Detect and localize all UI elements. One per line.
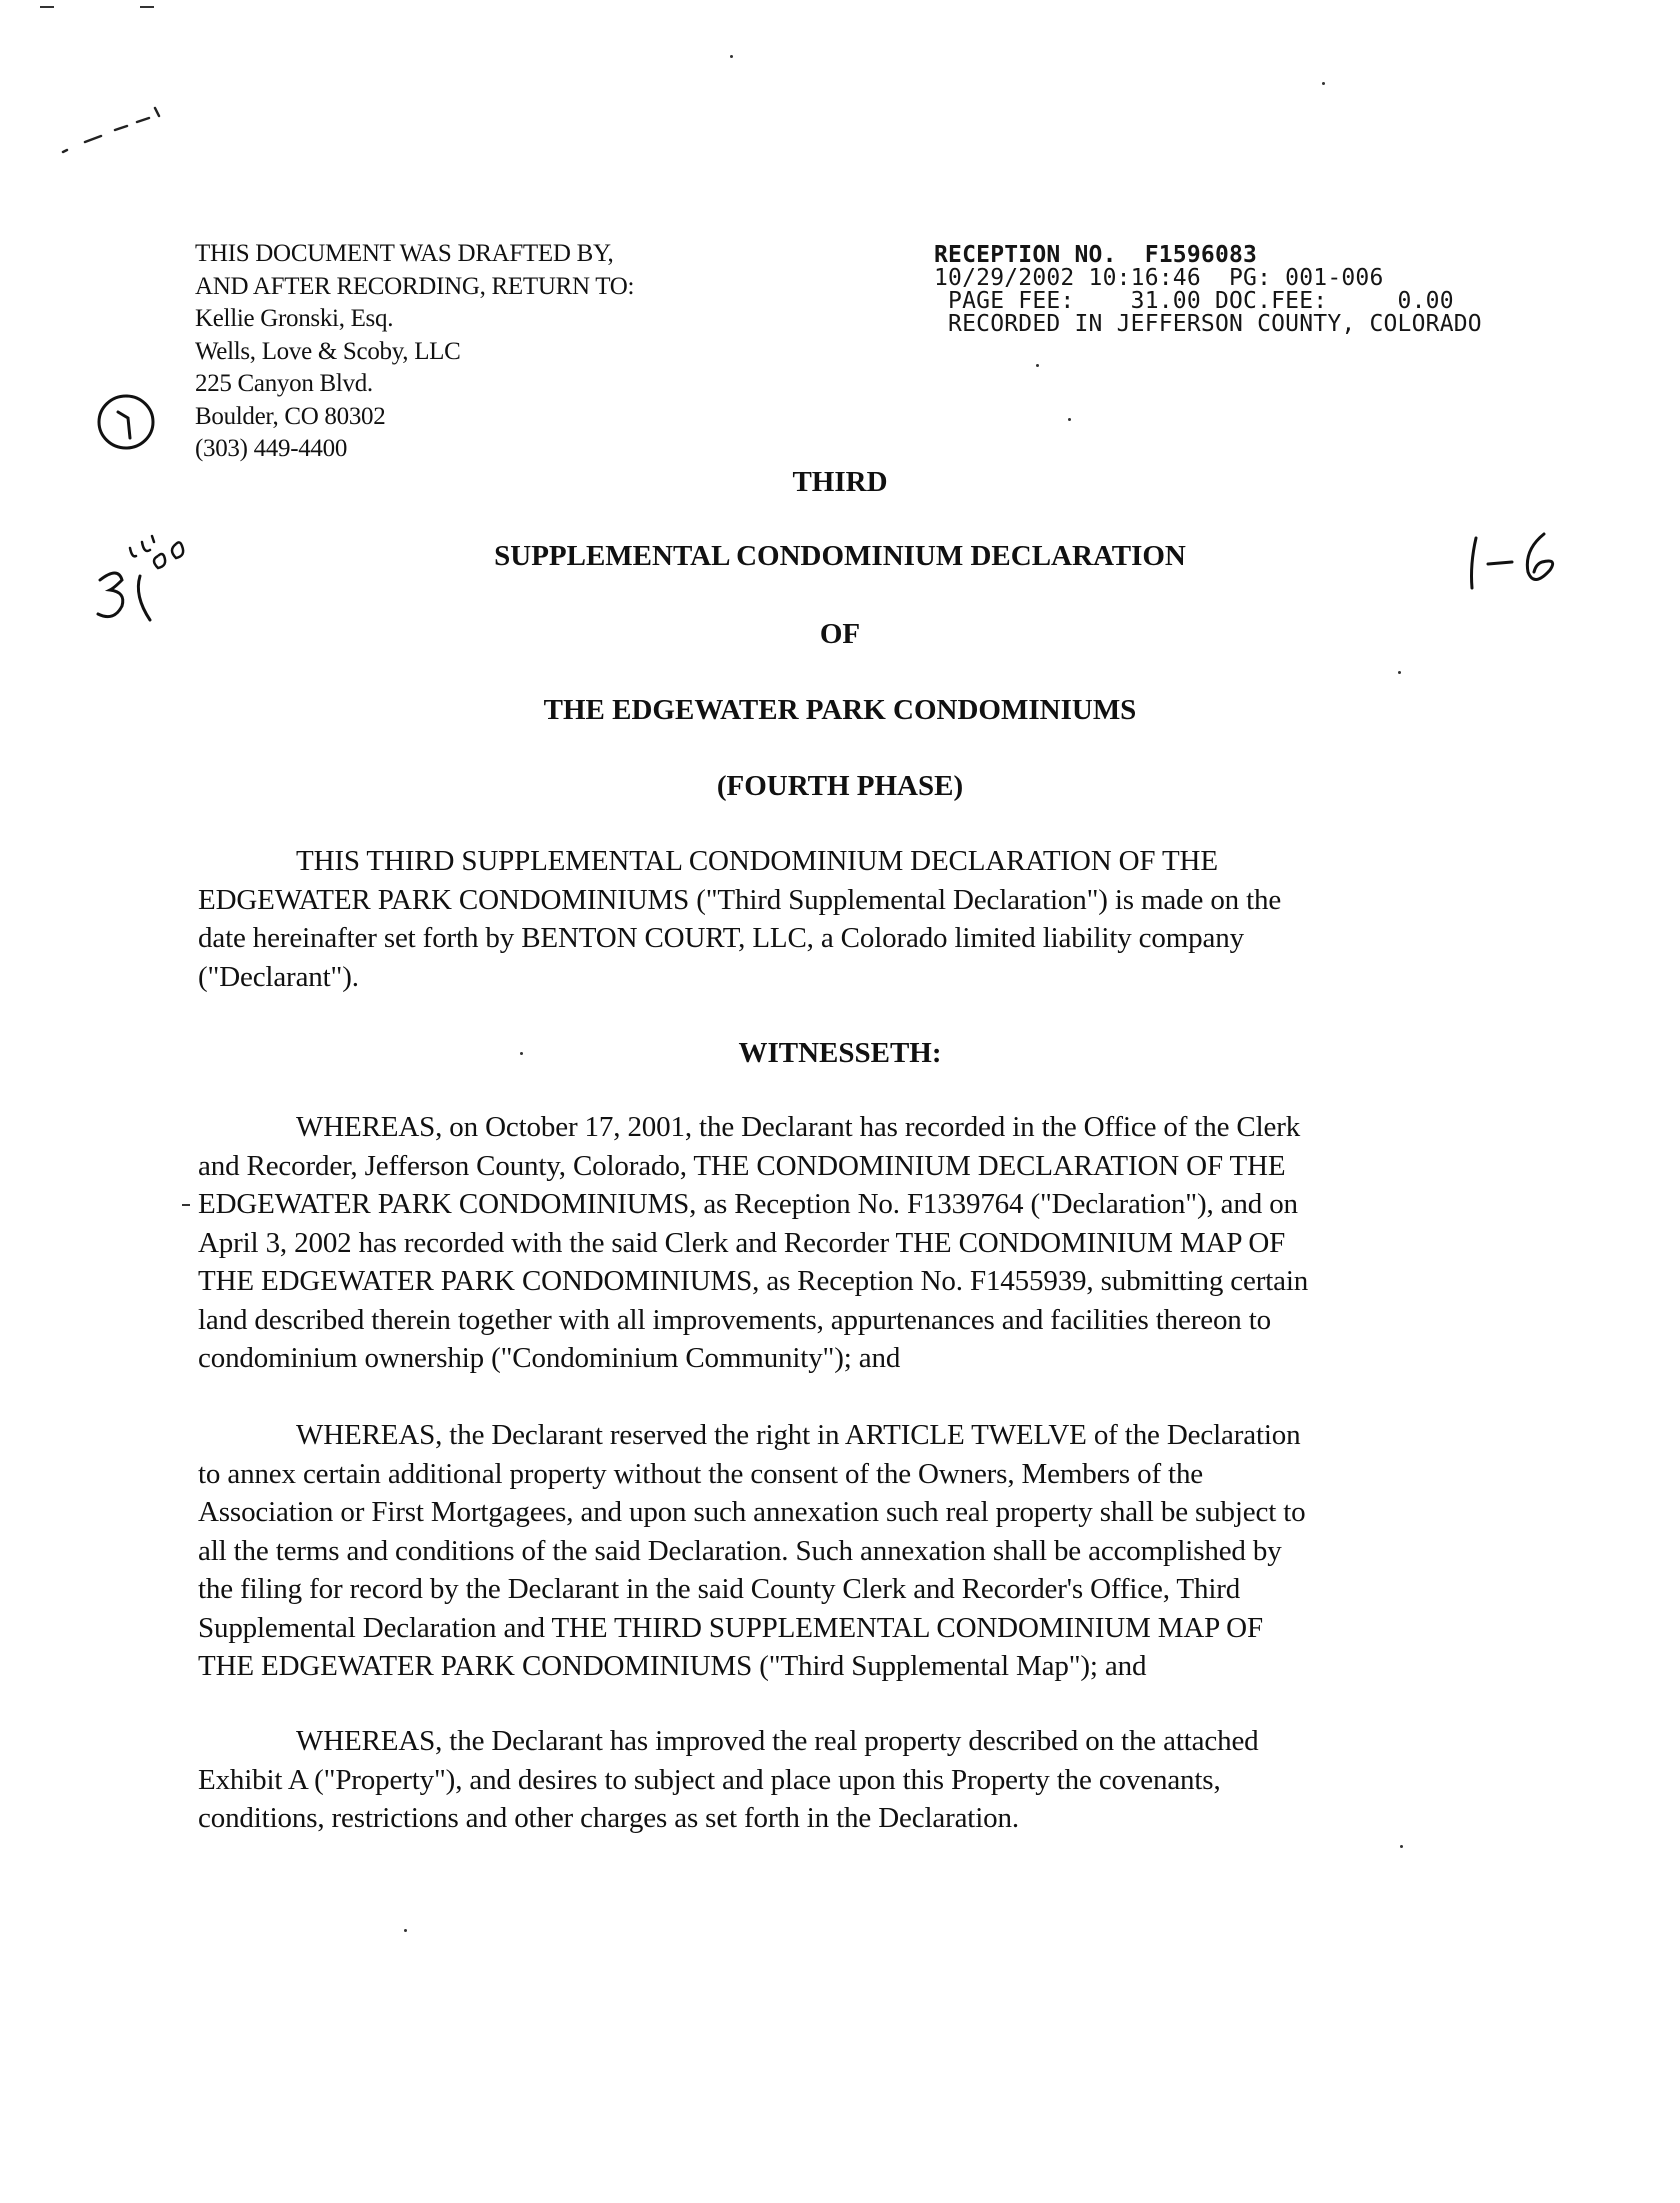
- pen-scribble-mark: [55, 100, 165, 160]
- paragraph-line: April 3, 2002 has recorded with the said Clerk and Recorder THE CONDOMINIUM MAP OF: [198, 1226, 1286, 1259]
- whereas-paragraph-2: [198, 1416, 1498, 1686]
- drafter-address-block: [195, 238, 755, 466]
- title-line-of: OF: [819, 618, 861, 650]
- paragraph-line: EDGEWATER PARK CONDOMINIUMS, as Reception No. F1339764 ("Declaration"), and on: [198, 1188, 1298, 1220]
- whereas-paragraph-1: [198, 1108, 1498, 1378]
- drafter-line: (303) 449-4400: [195, 435, 348, 462]
- scan-speck: [1068, 418, 1071, 421]
- paragraph-line: THIS THIRD SUPPLEMENTAL CONDOMINIUM DECLARATION OF THE: [296, 845, 1218, 877]
- drafter-line: Kellie Gronski, Esq.: [195, 305, 394, 332]
- scan-mark: [40, 6, 54, 8]
- paragraph-line: WHEREAS, the Declarant has improved the real property described on the attached: [296, 1725, 1259, 1757]
- scan-speck: [182, 1204, 190, 1206]
- paragraph-line: and Recorder, Jefferson County, Colorado, THE CONDOMINIUM DECLARATION OF THE: [198, 1149, 1286, 1182]
- scan-speck: [520, 1052, 523, 1055]
- stamp-line: RECEPTION NO. F1596083: [934, 242, 1258, 268]
- drafter-line: AND AFTER RECORDING, RETURN TO:: [195, 272, 635, 300]
- drafter-line: 225 Canyon Blvd.: [195, 370, 373, 397]
- stamp-line: 10/29/2002 10:16:46 PG: 001-006: [934, 265, 1384, 291]
- drafter-line: THIS DOCUMENT WAS DRAFTED BY,: [195, 240, 614, 267]
- scan-mark: [140, 6, 154, 8]
- paragraph-line: ("Declarant").: [198, 960, 359, 993]
- paragraph-line: conditions, restrictions and other charges as set forth in the Declaration.: [198, 1802, 1019, 1834]
- title-line-declaration: SUPPLEMENTAL CONDOMINIUM DECLARATION: [494, 540, 1186, 572]
- drafter-line: Wells, Love & Scoby, LLC: [195, 337, 461, 365]
- recording-stamp: [934, 244, 1594, 336]
- paragraph-line: Exhibit A ("Property"), and desires to subject and place upon this Property the covenants,: [198, 1763, 1221, 1796]
- scan-speck: [730, 55, 733, 58]
- paragraph-line: the filing for record by the Declarant in the said County Clerk and Recorder's Office, Third: [198, 1573, 1241, 1605]
- paragraph-line: THE EDGEWATER PARK CONDOMINIUMS, as Reception No. F1455939, submitting certain: [198, 1265, 1309, 1297]
- paragraph-line: Association or First Mortgagees, and upon such annexation such real property shall be subject to: [198, 1496, 1306, 1528]
- scan-speck: [1398, 671, 1401, 674]
- stamp-line: RECORDED IN JEFFERSON COUNTY, COLORADO: [934, 311, 1482, 337]
- intro-paragraph: [198, 842, 1498, 996]
- paragraph-line: THE EDGEWATER PARK CONDOMINIUMS ("Third Supplemental Map"); and: [198, 1650, 1147, 1682]
- title-line-project-name: THE EDGEWATER PARK CONDOMINIUMS: [543, 694, 1137, 726]
- paragraph-line: condominium ownership ("Condominium Community"); and: [198, 1342, 901, 1374]
- paragraph-line: date hereinafter set forth by BENTON COURT, LLC, a Colorado limited liability company: [198, 922, 1244, 954]
- paragraph-line: all the terms and conditions of the said Declaration. Such annexation shall be accomplished by: [198, 1534, 1282, 1567]
- paragraph-line: WHEREAS, the Declarant reserved the right in ARTICLE TWELVE of the Declaration: [296, 1419, 1301, 1451]
- scan-speck: [1400, 1845, 1403, 1848]
- witnesseth-heading: WITNESSETH:: [738, 1037, 942, 1069]
- scan-speck: [404, 1929, 407, 1932]
- paragraph-line: EDGEWATER PARK CONDOMINIUMS ("Third Supplemental Declaration") is made on the: [198, 883, 1282, 916]
- stamp-line: PAGE FEE: 31.00 DOC.FEE: 0.00: [934, 288, 1454, 314]
- scan-speck: [1322, 82, 1325, 85]
- paragraph-line: WHEREAS, on October 17, 2001, the Declarant has recorded in the Office of the Clerk: [296, 1111, 1301, 1143]
- paragraph-line: to annex certain additional property without the consent of the Owners, Members of the: [198, 1457, 1204, 1490]
- paragraph-line: land described therein together with all improvements, appurtenances and facilities thereon to: [198, 1303, 1272, 1336]
- whereas-paragraph-3: [198, 1722, 1498, 1838]
- scan-speck: [1036, 364, 1039, 367]
- title-line-third: THIRD: [792, 466, 888, 498]
- paragraph-line: Supplemental Declaration and THE THIRD SUPPLEMENTAL CONDOMINIUM MAP OF: [198, 1611, 1263, 1644]
- title-line-phase: (FOURTH PHASE): [716, 770, 964, 802]
- drafter-line: Boulder, CO 80302: [195, 402, 386, 430]
- circled-one-handwriting: [92, 388, 162, 458]
